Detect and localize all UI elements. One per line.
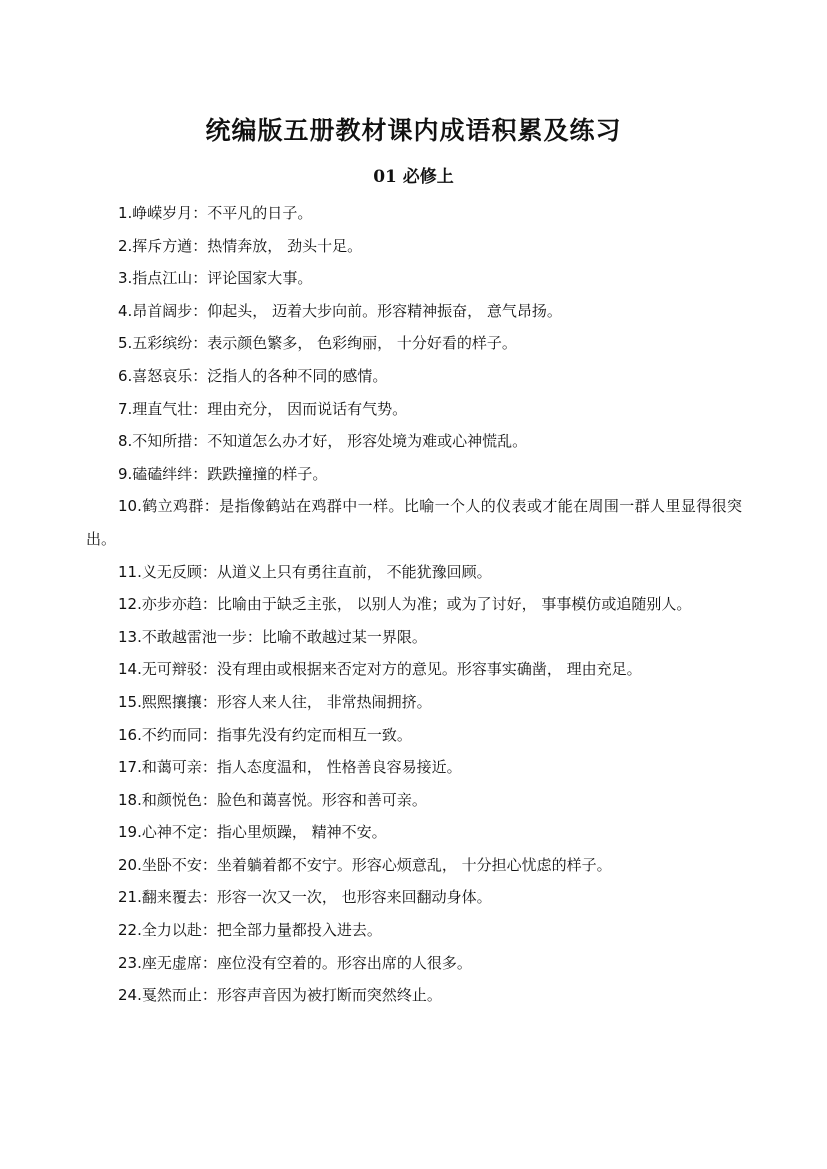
idiom-item: 17.和蔼可亲：指人态度温和， 性格善良容易接近。 xyxy=(118,758,462,777)
idiom-item: 14.无可辩驳：没有理由或根据来否定对方的意见。形容事实确凿， 理由充足。 xyxy=(118,660,642,679)
idiom-item: 22.全力以赴：把全部力量都投入进去。 xyxy=(118,921,382,940)
section-heading: 01 必修上 xyxy=(373,167,454,187)
document-title: 统编版五册教材课内成语积累及练习 xyxy=(205,116,622,145)
idiom-item: 2.挥斥方遒：热情奔放， 劲头十足。 xyxy=(118,236,363,255)
idiom-item: 13.不敢越雷池一步：比喻不敢越过某一界限。 xyxy=(118,627,427,646)
idiom-item: 16.不约而同：指事先没有约定而相互一致。 xyxy=(118,725,412,744)
idiom-item: 15.熙熙攘攘：形容人来人往， 非常热闹拥挤。 xyxy=(118,692,432,711)
idiom-item: 18.和颜悦色：脸色和蔼喜悦。形容和善可亲。 xyxy=(118,790,427,809)
idiom-item: 3.指点江山：评论国家大事。 xyxy=(118,269,313,288)
idiom-item: 8.不知所措：不知道怎么办才好， 形容处境为难或心神慌乱。 xyxy=(118,432,528,451)
idiom-item: 1.峥嵘岁月：不平凡的日子。 xyxy=(118,204,313,222)
idiom-item: 21.翻来覆去：形容一次又一次， 也形容来回翻动身体。 xyxy=(118,888,492,907)
idiom-item: 20.坐卧不安：坐着躺着都不安宁。形容心烦意乱， 十分担心忧虑的样子。 xyxy=(118,855,612,874)
idiom-item: 9.磕磕绊绊：跌跌撞撞的样子。 xyxy=(118,464,328,483)
idiom-item: 10.鹤立鸡群：是指像鹤站在鸡群中一样。比喻一个人的仪表或才能在周围一群人里显得很突出。 xyxy=(86,497,742,548)
idiom-item: 7.理直气壮：理由充分， 因而说话有气势。 xyxy=(118,399,408,418)
idiom-item: 6.喜怒哀乐：泛指人的各种不同的感情。 xyxy=(118,366,388,385)
idiom-item: 11.义无反顾：从道义上只有勇往直前， 不能犹豫回顾。 xyxy=(118,562,492,581)
idiom-item: 23.座无虚席：座位没有空着的。形容出席的人很多。 xyxy=(118,953,472,972)
idiom-list xyxy=(86,197,742,1012)
idiom-item: 24.戛然而止：形容声音因为被打断而突然终止。 xyxy=(118,986,442,1005)
idiom-item: 12.亦步亦趋：比喻由于缺乏主张， 以别人为准；或为了讨好， 事事模仿或追随别人。 xyxy=(118,595,692,614)
idiom-item: 5.五彩缤纷：表示颜色繁多， 色彩绚丽， 十分好看的样子。 xyxy=(118,334,517,353)
idiom-item: 19.心神不定：指心里烦躁， 精神不安。 xyxy=(118,823,387,842)
idiom-item: 4.昂首阔步：仰起头， 迈着大步向前。形容精神振奋， 意气昂扬。 xyxy=(118,301,562,320)
